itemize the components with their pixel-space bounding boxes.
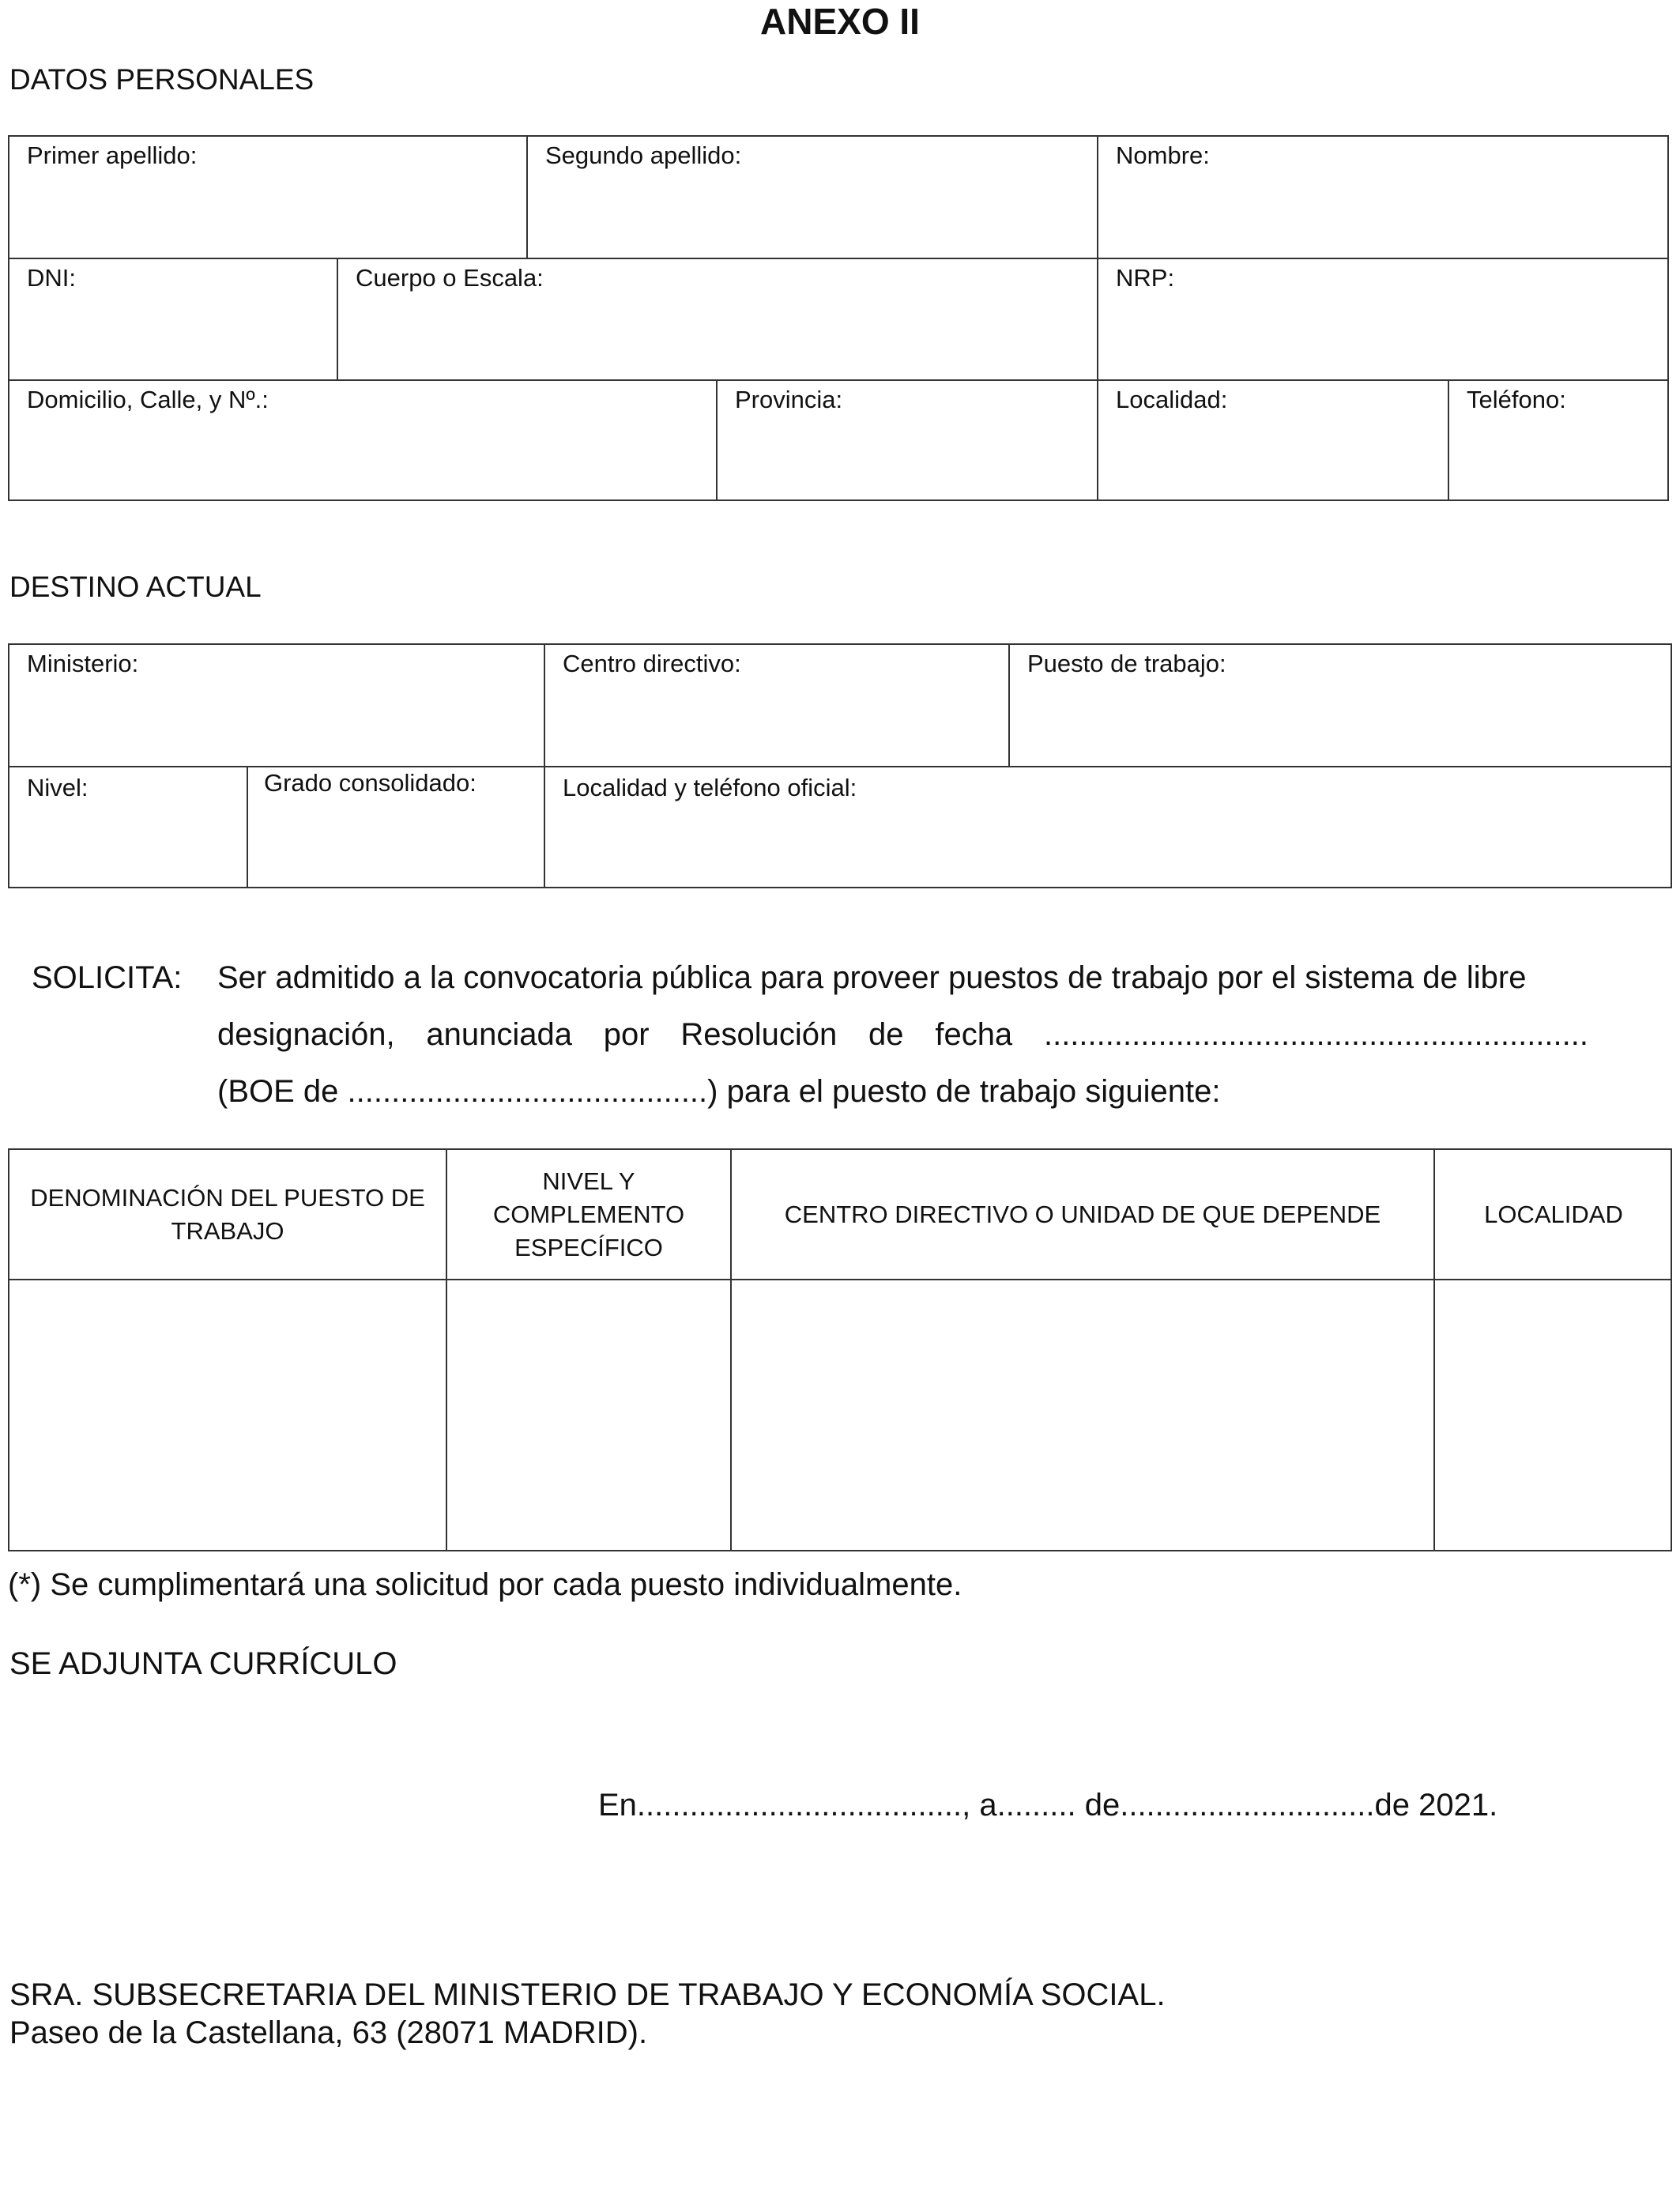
- segundo-apellido-label: Segundo apellido:: [545, 141, 742, 169]
- localidad-input-cell[interactable]: [1435, 1280, 1672, 1551]
- header-centro-directivo: CENTRO DIRECTIVO O UNIDAD DE QUE DEPENDE: [784, 1200, 1381, 1228]
- nombre-label: Nombre:: [1116, 141, 1210, 169]
- nivel-input-cell[interactable]: [447, 1280, 730, 1551]
- localidad-telefono-label: Localidad y teléfono oficial:: [563, 774, 857, 801]
- solicita-text: [217, 949, 1588, 1120]
- page-title: ANEXO II: [760, 1, 920, 42]
- fecha-dots-field[interactable]: ..............................................................: [1043, 1017, 1588, 1052]
- solicita-word: fecha: [935, 1017, 1013, 1052]
- solicita-line-2: [217, 1006, 1588, 1063]
- localidad-telefono-field[interactable]: [545, 767, 1672, 888]
- centro-directivo-label: Centro directivo:: [563, 650, 741, 677]
- telefono-field[interactable]: [1449, 381, 1669, 501]
- header-nivel-complemento: NIVEL Y COMPLEMENTO ESPECÍFICO: [492, 1167, 685, 1261]
- destino-actual-heading: DESTINO ACTUAL: [9, 571, 262, 603]
- se-adjunta-curriculo: SE ADJUNTA CURRÍCULO: [9, 1646, 397, 1681]
- destinatario-line-2: Paseo de la Castellana, 63 (28071 MADRID).: [9, 2015, 648, 2050]
- solicita-word: por: [603, 1017, 650, 1052]
- segundo-apellido-field[interactable]: [528, 137, 1097, 258]
- cuerpo-escala-field[interactable]: [338, 259, 1097, 379]
- provincia-field[interactable]: [718, 381, 1097, 501]
- solicita-word: Resolución: [680, 1017, 838, 1052]
- destinatario-line-1: SRA. SUBSECRETARIA DEL MINISTERIO DE TRABAJO Y ECONOMÍA SOCIAL.: [9, 1977, 1166, 2012]
- centro-directivo-field[interactable]: [545, 645, 1008, 766]
- nivel-label: Nivel:: [27, 774, 89, 801]
- solicita-word: anunciada: [426, 1017, 572, 1052]
- footnote: (*) Se cumplimentará una solicitud por cada puesto individualmente.: [8, 1567, 962, 1602]
- solicita-line-3: (BOE de .........................................) para el puesto de trabajo siguiente:: [217, 1074, 1221, 1109]
- puesto-trabajo-field[interactable]: [1010, 645, 1672, 766]
- fecha-line[interactable]: En....................................., a......... de.............................de 2021.: [598, 1788, 1498, 1823]
- denominacion-input-cell[interactable]: [9, 1280, 446, 1551]
- dni-label: DNI:: [27, 264, 76, 292]
- localidad-label: Localidad:: [1116, 386, 1228, 413]
- cuerpo-escala-label: Cuerpo o Escala:: [356, 264, 544, 292]
- provincia-label: Provincia:: [735, 386, 843, 413]
- primer-apellido-label: Primer apellido:: [27, 141, 198, 169]
- ministerio-field[interactable]: [9, 645, 544, 766]
- localidad-field[interactable]: [1098, 381, 1448, 501]
- puesto-trabajo-label: Puesto de trabajo:: [1027, 650, 1226, 677]
- domicilio-label: Domicilio, Calle, y Nº.:: [27, 386, 269, 413]
- solicita-line-1: Ser admitido a la convocatoria pública para proveer puestos de trabajo por el sistema de libre: [217, 960, 1527, 995]
- solicita-label: SOLICITA:: [32, 960, 183, 995]
- nrp-field[interactable]: [1098, 259, 1669, 379]
- grado-consolidado-field[interactable]: [248, 767, 544, 888]
- nivel-field[interactable]: [9, 767, 247, 888]
- puesto-table: [8, 1148, 1672, 1551]
- header-denominacion: DENOMINACIÓN DEL PUESTO DE TRABAJO: [30, 1183, 425, 1245]
- nombre-field[interactable]: [1098, 137, 1669, 258]
- domicilio-field[interactable]: [9, 381, 716, 501]
- ministerio-label: Ministerio:: [27, 650, 139, 677]
- solicita-word: designación,: [217, 1017, 395, 1052]
- grado-consolidado-label: Grado consolidado:: [264, 769, 477, 797]
- dni-field[interactable]: [9, 259, 337, 379]
- destino-actual-table: [8, 643, 1672, 888]
- solicita-word: de: [868, 1017, 904, 1052]
- primer-apellido-field[interactable]: [9, 137, 526, 258]
- datos-personales-heading: DATOS PERSONALES: [9, 63, 315, 96]
- telefono-label: Teléfono:: [1467, 386, 1566, 413]
- nrp-label: NRP:: [1116, 264, 1175, 292]
- header-localidad: LOCALIDAD: [1484, 1200, 1623, 1228]
- centro-input-cell[interactable]: [732, 1280, 1433, 1551]
- datos-personales-table: [8, 135, 1669, 501]
